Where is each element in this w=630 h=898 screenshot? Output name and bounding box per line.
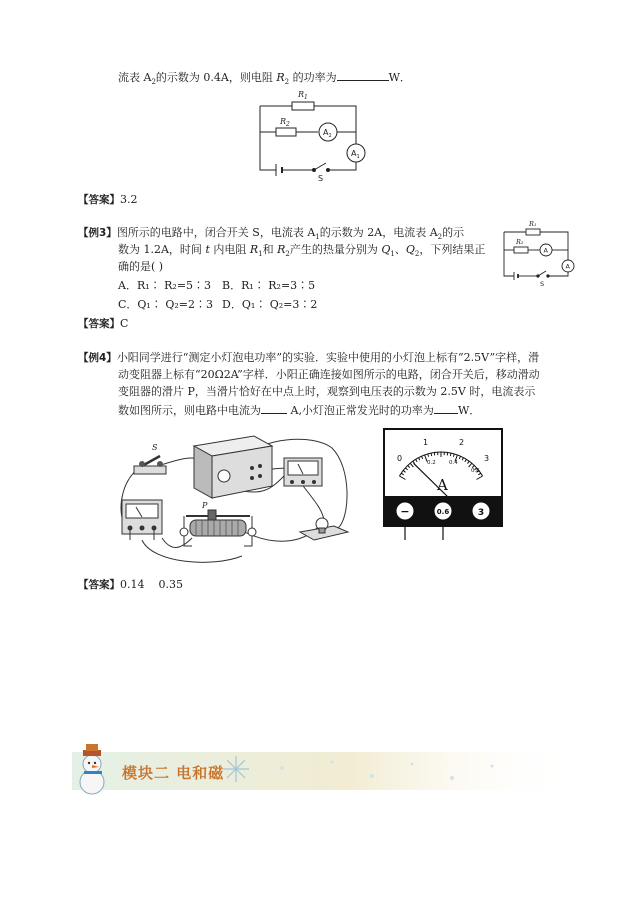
text-var: Q bbox=[381, 243, 391, 256]
ex3-option-c: C．Q₁∶ Q₂=2∶3 bbox=[118, 298, 213, 311]
text-seg: 图所示的电路中，闭合开关 S，电流表 A bbox=[116, 226, 316, 239]
text-seg: 、 bbox=[394, 243, 406, 256]
resistor-r2 bbox=[276, 128, 296, 136]
terminal-label-3: 3 bbox=[477, 508, 485, 518]
label-r1: R₁ bbox=[529, 220, 537, 228]
tick-label: 3 bbox=[484, 454, 490, 463]
text-seg: 小阳同学进行“测定小灯泡电功率”的实验．实验中使用的小灯泡上标有“2.5V”字样，滑 bbox=[116, 351, 540, 364]
terminal-label-06: 0.6 bbox=[436, 508, 450, 516]
answer-value: C bbox=[120, 317, 129, 330]
switch-apparatus bbox=[134, 456, 166, 474]
text-seg: 的示 bbox=[442, 226, 465, 239]
text-seg: W． bbox=[388, 71, 411, 84]
label-r2: R₂ bbox=[516, 238, 524, 246]
text-seg: ，下列结果正 bbox=[419, 243, 486, 256]
answer-blank bbox=[261, 402, 287, 414]
ex3-answer bbox=[78, 317, 128, 331]
prev-answer bbox=[78, 193, 138, 207]
answer-tag: 【答案】 bbox=[78, 579, 120, 591]
answer-value: 3.2 bbox=[120, 193, 138, 206]
text-seg: W． bbox=[457, 404, 481, 417]
text-sub: 2 bbox=[285, 250, 290, 259]
ex3-option-a: A．R₁∶ R₂=5∶3 bbox=[118, 279, 212, 292]
text-var: t bbox=[205, 243, 210, 256]
tick-label: 0 bbox=[397, 454, 403, 463]
ammeter-apparatus bbox=[122, 500, 162, 540]
text-seg: 的功率为 bbox=[289, 71, 337, 84]
label-switch: S bbox=[318, 174, 324, 183]
label-a1: A bbox=[351, 149, 357, 158]
tick-label-inner: 0.2 bbox=[427, 460, 436, 466]
ex3-line1 bbox=[78, 226, 464, 244]
apparatus-illustration bbox=[112, 428, 360, 568]
text-seg: 产生的热量分别为 bbox=[289, 243, 382, 256]
voltmeter-apparatus bbox=[284, 458, 322, 486]
ex3-option-d: D．Q₁∶ Q₂=3∶2 bbox=[222, 298, 318, 311]
tick-label-inner: 0.6 bbox=[471, 468, 480, 474]
module-title: 模块二 电和磁 bbox=[122, 764, 225, 782]
label-ammeter-main: A bbox=[565, 262, 570, 271]
text-sub: 1 bbox=[315, 233, 320, 242]
label-switch: S bbox=[540, 280, 545, 288]
label-sub: 2 bbox=[286, 121, 290, 128]
text-seg: 的示数为 2A，电流表 A bbox=[319, 226, 438, 239]
tick-label: 1 bbox=[423, 438, 429, 447]
answer-blank bbox=[337, 69, 389, 81]
answer-blank bbox=[434, 402, 458, 414]
text-var: R bbox=[276, 71, 285, 84]
text-seg: 流表 A bbox=[118, 71, 152, 84]
label-sub: 1 bbox=[356, 154, 360, 160]
resistor-r1 bbox=[292, 102, 314, 110]
text-seg: 内电阻 bbox=[209, 243, 250, 256]
ex4-line4 bbox=[118, 402, 480, 418]
text-sub: 2 bbox=[284, 78, 290, 87]
svg-text:R1 bbox=[297, 90, 308, 101]
svg-text:R2 bbox=[279, 117, 290, 128]
rheostat-apparatus bbox=[180, 510, 256, 546]
label-sub: 2 bbox=[328, 133, 332, 139]
text-seg: 和 bbox=[262, 243, 278, 256]
answer-value: 0.14 0.35 bbox=[120, 578, 183, 591]
ex3-option-b: B．R₁∶ R₂=3∶5 bbox=[222, 279, 316, 292]
text-sub: 2 bbox=[414, 250, 420, 259]
meter-wires bbox=[383, 526, 503, 544]
text-seg: A,小灯泡正常发光时的功率为 bbox=[287, 404, 434, 417]
label-a2: A bbox=[323, 128, 329, 137]
label-r1: R bbox=[298, 90, 305, 99]
circuit-diagram-2 bbox=[498, 216, 580, 288]
terminal-label-negative: − bbox=[400, 505, 410, 518]
example-tag: 【例4】 bbox=[78, 352, 117, 364]
ex3-line2 bbox=[118, 243, 485, 261]
text-seg: 数为 1.2A，时间 bbox=[118, 243, 206, 256]
ex4-line3: 变阻器的滑片 P，当滑片恰好在中点上时，观察到电压表的示数为 2.5V 时，电流表示 bbox=[118, 385, 536, 398]
text-seg: 数如图所示，则电路中电流为 bbox=[118, 404, 261, 417]
answer-tag: 【答案】 bbox=[78, 194, 120, 206]
ex4-answer bbox=[78, 578, 183, 592]
meter-unit: A bbox=[437, 476, 448, 494]
tick-label-inner: 0.4 bbox=[449, 460, 458, 466]
label-ammeter-branch: A bbox=[543, 246, 548, 255]
ex3-line3: 确的是( ) bbox=[118, 260, 164, 273]
text-sub: 1 bbox=[390, 250, 395, 259]
text-sub: 1 bbox=[258, 250, 263, 259]
text-var: R bbox=[277, 243, 286, 256]
meter-tick bbox=[431, 453, 432, 456]
tick-label: 2 bbox=[459, 438, 465, 447]
module-banner bbox=[72, 742, 578, 800]
example-tag: 【例3】 bbox=[78, 227, 117, 239]
ex4-line2: 动变阻器上标有“20Ω2A”字样．小阳正确连接如图所示的电路，闭合开关后，移动滑动 bbox=[118, 368, 540, 381]
ammeter-dial bbox=[383, 428, 503, 528]
lamp-apparatus bbox=[300, 518, 348, 540]
label-switch: S bbox=[152, 443, 158, 452]
text-sub: 2 bbox=[437, 233, 443, 242]
label-sub: 1 bbox=[304, 94, 308, 101]
text-sub: 2 bbox=[151, 78, 156, 87]
text-var: Q bbox=[405, 243, 415, 256]
circuit-diagram-1 bbox=[252, 84, 376, 184]
meter-tick bbox=[450, 453, 451, 456]
text-var: R bbox=[249, 243, 259, 256]
ex4-line1 bbox=[78, 351, 539, 365]
power-supply bbox=[194, 436, 272, 498]
label-slider: P bbox=[202, 501, 208, 510]
answer-tag: 【答案】 bbox=[78, 318, 120, 330]
text-seg: 的示数为 0.4A，则电阻 bbox=[155, 71, 277, 84]
label-r2: R bbox=[280, 117, 287, 126]
